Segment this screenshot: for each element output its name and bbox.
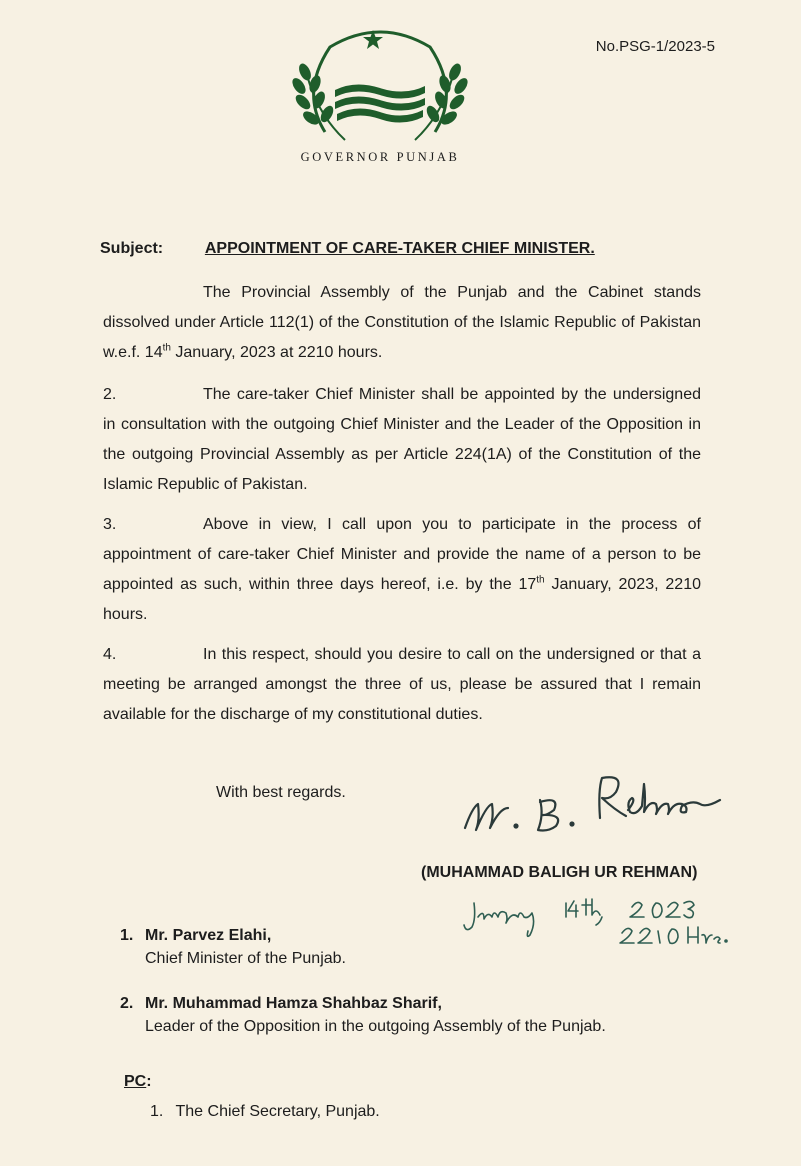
subject-text: APPOINTMENT OF CARE-TAKER CHIEF MINISTER. — [204, 240, 595, 257]
recipient-number: 1. — [120, 927, 134, 944]
paragraph-2 — [103, 380, 701, 500]
paragraph-1 — [103, 278, 701, 368]
p3-number: 3. — [103, 516, 117, 533]
p4-number: 4. — [103, 646, 117, 663]
recipients-list — [120, 924, 606, 1060]
pc-item-number: 1. — [150, 1103, 164, 1120]
p4-text: In this respect, should you desire to call on the undersigned or that a meeting be arranged amongst the three of us, please be assured that I remain available for the discharge of my constitutional duties. — [103, 646, 701, 723]
pc-colon: : — [146, 1073, 152, 1090]
reference-number: No.PSG-1/2023-5 — [595, 38, 715, 55]
recipient-number: 2. — [120, 995, 134, 1012]
subject-label: Subject: — [100, 240, 164, 257]
signer-name: (MUHAMMAD BALIGH UR REHMAN) — [421, 864, 698, 881]
recipient-title: Chief Minister of the Punjab. — [145, 950, 346, 967]
recipient-name: Mr. Parvez Elahi, — [145, 927, 272, 944]
pc-label-text: PC — [124, 1073, 147, 1090]
paragraph-3 — [103, 510, 701, 630]
recipient-title: Leader of the Opposition in the outgoing Assembly of the Punjab. — [145, 1018, 606, 1035]
recipient-item — [120, 924, 606, 970]
p2-number: 2. — [103, 386, 117, 403]
punjab-emblem-icon — [285, 22, 475, 150]
pc-item-text: The Chief Secretary, Punjab. — [175, 1103, 380, 1120]
p1-sup: th — [162, 342, 171, 354]
p3-text: Above in view, I call upon you to participate in the process of appointment of care-taker Chief Minister and provide the name of a person to be appointed as such, within three days hereof, i.e. by the 17 — [103, 516, 701, 593]
subject-line — [100, 240, 595, 258]
recipient-item — [120, 992, 606, 1038]
p1-text: The Provincial Assembly of the Punjab and the Cabinet stands dissolved under Article 112(1) of the Constitution of the Islamic Republic of Pakistan w.e.f. 14 — [103, 284, 701, 361]
p3-sup: th — [536, 574, 545, 586]
closing-regards: With best regards. — [216, 784, 346, 801]
p2-text: The care-taker Chief Minister shall be appointed by the undersigned in consultation with the outgoing Chief Minister and the Leader of the Opposition in the outgoing Provincial Assembly as per Article 224(1A) of the Constitution of the Islamic Republic of Pakistan. — [103, 386, 701, 493]
paragraph-4 — [103, 640, 701, 730]
recipient-name: Mr. Muhammad Hamza Shahbaz Sharif, — [145, 995, 442, 1012]
handwritten-signature-icon — [460, 760, 730, 840]
pc-label — [124, 1073, 152, 1091]
office-name: GOVERNOR PUNJAB — [300, 150, 460, 164]
p1-text-end: January, 2023 at 2210 hours. — [170, 344, 383, 361]
pc-item — [150, 1103, 380, 1121]
p3-text-end: January, 2023, 2210 hours. — [103, 576, 701, 623]
